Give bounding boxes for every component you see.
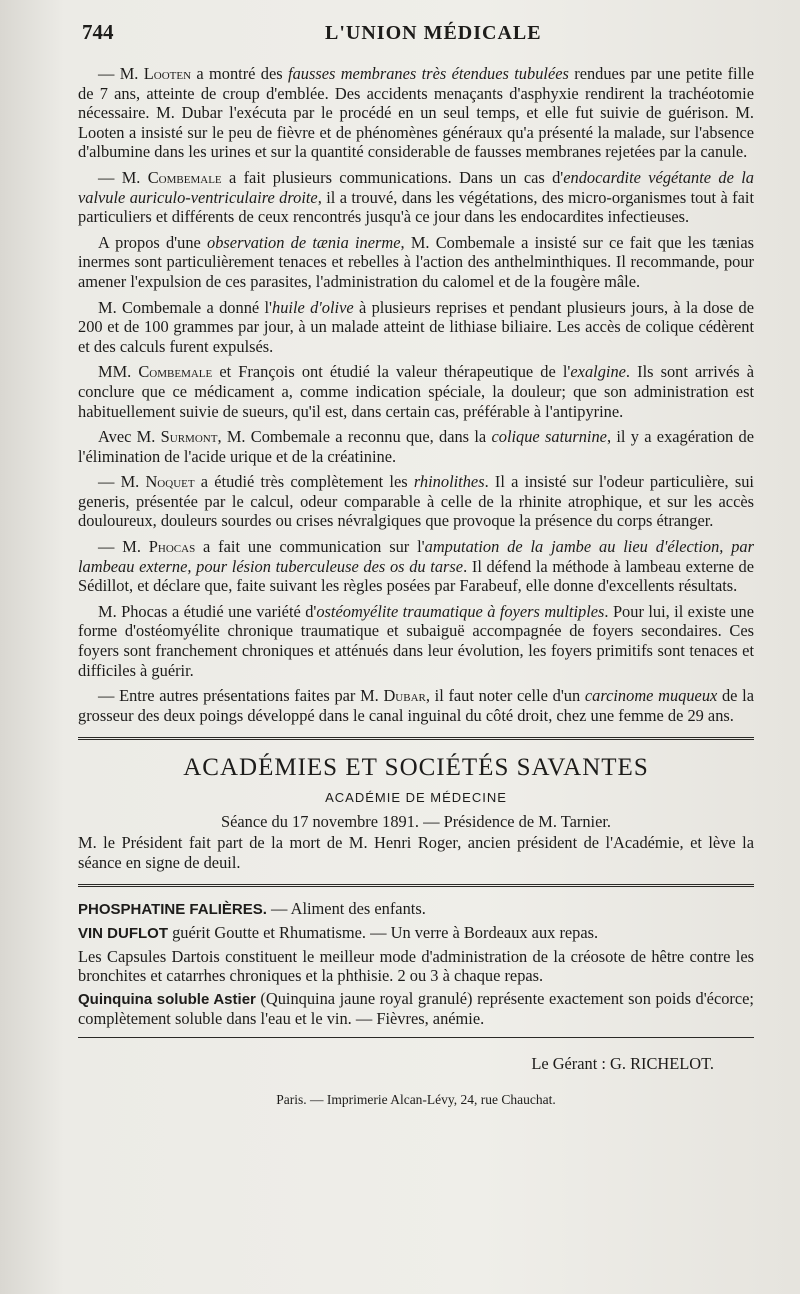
section-divider [78, 737, 754, 742]
paragraph [78, 298, 754, 357]
paragraph-name: Noquet [145, 472, 195, 492]
paragraph-pre: — M. [98, 472, 146, 492]
paragraph-pre: M. Combemale a donné l' [98, 297, 272, 317]
paragraph-pre: — Entre autres présentations faites par M. [98, 686, 384, 706]
paragraph-pre: MM. [98, 362, 139, 382]
paragraph-em: amputation de la jambe au lieu d'élection, par lambeau externe, pour lésion tuberculeuse des os du tarse [78, 537, 754, 576]
page-number: 744 [82, 20, 114, 44]
ad-text: guérit Goutte et Rhumatisme. — Un verre à Bordeaux aux repas. [168, 922, 599, 942]
ad-line [78, 989, 754, 1029]
paragraph-em: observation de tænia inerme [207, 232, 401, 252]
paragraph-pre: — M. [98, 64, 144, 83]
paragraph-em: exalgine [570, 362, 626, 382]
paragraph [78, 233, 754, 292]
section-title: ACADÉMIES ET SOCIÉTÉS SAVANTES [183, 754, 649, 782]
paragraph-name: Dubar [383, 686, 426, 706]
paragraph [78, 686, 754, 725]
paragraph-pre: — M. [98, 167, 148, 187]
ad-line [78, 899, 754, 920]
paragraph-em: ostéomyélite traumatique à foyers multiples [316, 601, 605, 621]
ad-name: VIN DUFLOT [78, 924, 168, 942]
paragraph-em: huile d'olive [272, 297, 354, 317]
printer-line: Paris. — Imprimerie Alcan-Lévy, 24, rue Chauchat. [276, 1091, 556, 1107]
paragraph-pre: A propos d'une [98, 232, 208, 252]
paragraph-pre: M. Phocas a étudié une variété d' [98, 601, 317, 621]
gerant-line: Le Gérant : G. RICHELOT. [531, 1053, 714, 1073]
ad-line [78, 923, 754, 944]
paragraph [78, 472, 754, 531]
paragraph-text: , il faut noter celle d'un [425, 686, 585, 706]
paragraph-post: , il a trouvé, dans les végétations, des micro-organismes tout à fait particuliers et différents de ceux rencontrés jusqu'à ce jour dans les endocardites infectieuses. [78, 187, 755, 227]
paragraph [78, 537, 754, 596]
paragraph-post: . Il défend la méthode à lambeau externe de Sédillot, et déclare que, faite suivant les règles posées par Farabeuf, elle donne d'excellents résultats. [78, 556, 754, 596]
paragraph [78, 64, 754, 162]
paragraph-post: , M. Combemale a insisté sur ce fait que les tænias inermes sont particulièrement tenaces et rebelles à l'action des anthelminthiques. Il recommande, pour amener l'expulsion de ces parasites, l'administration du calomel et de la fougère mâle. [78, 232, 754, 291]
paragraph-em: colique saturnine [491, 427, 607, 447]
paragraph-post: . Il a insisté sur l'odeur particulière, sui generis, présentée par le calcul, odeur comparable à celle de la rhinite atrophique, et sur les accès douloureux, douleurs sourdes ou crises névralgiques que provoque la présence du corps étranger. [78, 472, 754, 531]
paragraph-name: Combemale [138, 362, 213, 382]
footer-rule [78, 1037, 754, 1038]
paragraph-list [78, 64, 754, 725]
paragraph-post: . Ils sont arrivés à conclure que ce médicament a, comme indication spéciale, la douleur; que son administration est habituellement suivie de sueurs, qu'il est, dans certain cas, préférable à l'antipyrine. [78, 362, 755, 421]
paragraph-post: . Pour lui, il existe une forme d'ostéomyélite chronique traumatique et subaiguë accompagnée de foyers secondaires. Ces foyers sont franchement chroniques et atténués dans leur évolution, les foyers primitifs sont tenaces et difficiles à guérir. [78, 601, 754, 680]
ad-name: Quinquina soluble Astier [78, 990, 256, 1008]
paragraph-name: Phocas [148, 537, 196, 557]
paragraph-pre: — M. [98, 537, 149, 557]
paragraph-text: a fait plusieurs communications. Dans un cas d' [221, 167, 564, 187]
paragraph-text: a montré des [191, 64, 289, 83]
paragraph [78, 362, 754, 421]
session-text: M. le Président fait part de la mort de M. Henri Roger, ancien président de l'Académie, et lève la séance en signe de deuil. [78, 833, 754, 872]
ads-divider [78, 884, 754, 889]
ad-text: Les Capsules Dartois constituent le meilleur mode d'administration de la créosote de hêtre contre les bronchites et catarrhes chroniques et la phthisie. 2 ou 3 à chaque repas. [78, 946, 754, 986]
page-header [0, 0, 800, 60]
paragraph-em: rhinolithes [413, 472, 485, 492]
paragraph [78, 168, 754, 227]
ad-text: (Quinquina jaune royal granulé) représente exactement son poids d'écorce; complètement soluble dans l'eau et le vin. — Fièvres, anémie. [78, 988, 754, 1029]
paragraph-em: carcinome muqueux [584, 686, 718, 706]
ad-name: PHOSPHATINE FALIÈRES. [78, 901, 267, 919]
paragraph-text: et François ont étudié la valeur thérapeutique de l' [212, 362, 571, 382]
advertisements [78, 899, 754, 1029]
paragraph [78, 602, 754, 680]
paragraph-post: à plusieurs reprises et pendant plusieurs jours, à la dose de 200 et de 100 grammes par jour, à un malade atteint de lithiase biliaire. Les accès de colique cédèrent et des calculs furent expulsés. [78, 297, 754, 356]
paragraph-text: a fait une communication sur l' [195, 537, 425, 557]
paragraph-name: Looten [143, 64, 192, 83]
article-body [78, 64, 754, 1109]
paragraph-post: de la grosseur des deux poings développé dans le canal inguinal du côté droit, chez une femme de 29 ans. [78, 686, 754, 725]
paragraph-name: Surmont [160, 427, 218, 447]
paragraph-em: endocardite végétante de la valvule auriculo-ventriculaire droite [78, 167, 754, 207]
paragraph-text: a étudié très complètement les [194, 472, 414, 492]
section-subtitle: ACADÉMIE DE MÉDECINE [325, 790, 507, 805]
paragraph-text: , M. Combemale a reconnu que, dans la [217, 427, 492, 447]
paragraph-name: Combemale [147, 167, 222, 187]
session-line: Séance du 17 novembre 1891. — Présidence de M. Tarnier. [221, 811, 611, 831]
paragraph-em: fausses membranes très étendues tubulées [288, 64, 569, 83]
ad-text: — Aliment des enfants. [266, 899, 426, 919]
paragraph [78, 427, 754, 466]
paragraph-post: , il y a exagération de l'élimination de l'acide urique et de la créatinine. [78, 427, 755, 466]
paragraph-pre: Avec M. [98, 427, 161, 447]
running-head: L'UNION MÉDICALE [325, 22, 542, 44]
paragraph-post: rendues par une petite fille de 7 ans, atteinte de croup d'emblée. Des accidents menaçants d'asphyxie rendirent la trachéotomie nécessaire. M. Dubar l'exécuta par le procédé en un seul temps, et elle fut suivie de guérison. M. Looten a insisté sur le peu de fièvre et de phénomènes généraux qu'a présenté la malade, sur l'absence d'albumine dans les urines et sur la quantité considerable de fausses membranes rejetées par la canule. [78, 64, 754, 162]
ad-line [78, 947, 754, 986]
